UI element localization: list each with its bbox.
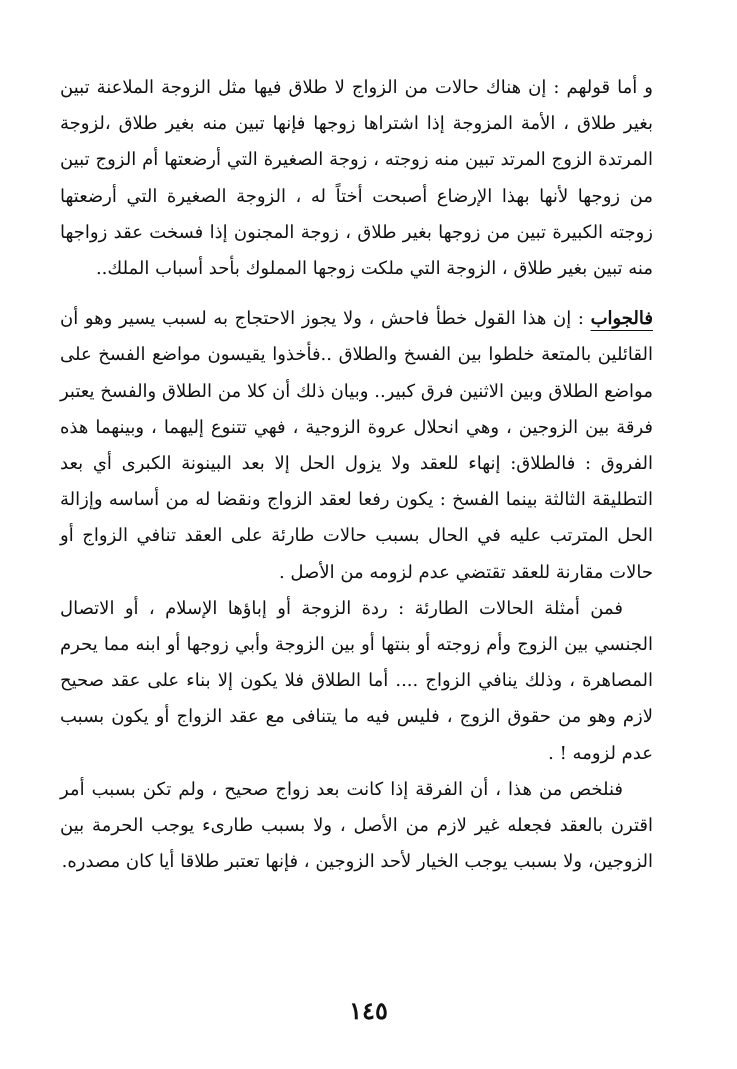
page-number: ١٤٥ — [349, 996, 388, 1025]
paragraph-text: و أما قولهم : إن هناك حالات من الزواج لا طلاق فيها مثل الزوجة الملاعنة تبين بغير طلاق ، الأمة المزوجة إذا اشتراها زوجها فإنها تبين منه بغير طلاق ،لزوجة المرتدة الزوج المرتد تبين منه زوجته ، زوجة الصغيرة التي أرضعتها أم الزوج تبين من زوجها لأنها بهذا الإرضاع أصبحت أختاً له ، الزوجة الصغيرة التي أرضعتها زوجته الكبيرة تبين من زوجها بغير طلاق ، زوجة المجنون إذا فسخت عقد زواجها منه تبين بغير طلاق ، الزوجة التي ملكت زوجها المملوك بأحد أسباب الملك.. — [60, 77, 653, 280]
paragraph-text: فمن أمثلة الحالات الطارئة : ردة الزوجة أو إباؤها الإسلام ، أو الاتصال الجنسي بين الزوج وأم زوجته أو بنتها أو بين الزوجة وأبي زوجها أو ابنه مما يحرم المصاهرة ، وذلك ينافي الزواج .... أما الطلاق فلا يكون إلا بناء على عقد صحيح لازم وهو من حقوق الزوج ، فليس فيه ما يتنافى مع عقد الزواج أو يكون بسبب عدم لزومه ! . — [60, 597, 653, 764]
paragraph-text: فنلخص من هذا ، أن الفرقة إذا كانت بعد زواج صحيح ، ولم تكن بسبب أمر اقترن بالعقد فجعله غير لازم من الأصل ، ولا بسبب طارىء يوجب الحرمة بين الزوجين، ولا بسبب يوجب الخيار لأحد الزوجين ، فإنها تعتبر طلاقا أيا كان مصدره. — [60, 778, 653, 873]
paragraph-examples — [60, 591, 653, 772]
paragraph-answer — [60, 301, 653, 591]
answer-heading: فالجواب — [590, 308, 653, 330]
paragraph-text: : إن هذا القول خطأ فاحش ، ولا يجوز الاحتجاج به لسبب يسير وهو أن القائلين بالمتعة خلطوا بين الفسخ والطلاق ..فأخذوا يقيسون مواضع الفسخ على مواضع الطلاق وبين الاثنين فرق كبير.. وبيان ذلك أن كلا من الطلاق والفسخ يعتبر فرقة بين الزوجين ، وهي انحلال عروة الزوجية ، فهي تتنوع إليهما ، وبينهما هذه الفروق : فالطلاق: إنهاء للعقد ولا يزول الحل إلا بعد البينونة الكبرى أي بعد التطليقة الثالثة بينما الفسخ : يكون رفعا لعقد الزواج ونقضا له من أساسه وإزالة الحل المترتب عليه في الحال بسبب حالات طارئة على العقد تنافي الزواج أو حالات مقارنة للعقد تقتضي عدم لزومه من الأصل . — [60, 308, 653, 583]
paragraph-objection — [60, 70, 653, 287]
paragraph-conclusion — [60, 772, 653, 881]
